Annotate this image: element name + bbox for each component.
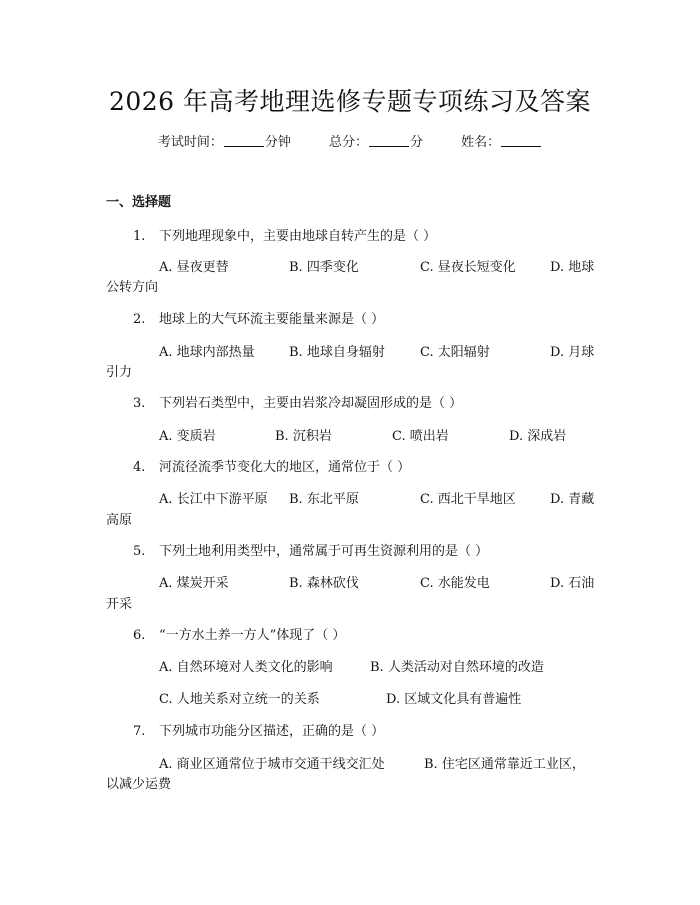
question-4-option-c: C. 西北干旱地区 [420,492,516,507]
exam-time-unit: 分钟 [264,135,291,150]
question-number: 5. [133,544,146,559]
question-number: 6. [133,628,146,643]
exam-time-blank [224,134,264,147]
question-3-option-d: D. 深成岩 [509,429,567,444]
question-3-option-a: A. 变质岩 [159,429,216,444]
question-3-option-c: C. 喷出岩 [392,429,449,444]
question-4-option-d: D. 青藏 [550,492,595,507]
question-number: 4. [133,460,146,475]
question-5-option-b: B. 森林砍伐 [289,576,359,591]
page-title: 2026 年高考地理选修专题专项练习及答案 [108,87,592,116]
question-5 [133,540,488,559]
question-5-option-a: A. 煤炭开采 [159,576,229,591]
question-number: 3. [133,396,146,411]
question-2-option-d: D. 月球 [550,345,595,360]
question-2-option-a: A. 地球内部热量 [159,345,255,360]
student-name-field [461,135,542,150]
question-2-option-c: C. 太阳辐射 [420,345,490,360]
question-6-option-c: C. 人地关系对立统一的关系 [159,692,320,707]
question-7-option-b: B. 住宅区通常靠近工业区， [424,757,585,772]
question-2-option-d-continued: 引力 [106,365,133,380]
exam-time-label: 考试时间： [157,135,223,150]
question-4-option-a: A. 长江中下游平原 [159,492,268,507]
question-text: “一方水土养一方人”体现了（ ） [159,628,346,643]
question-text: 地球上的大气环流主要能量来源是（ ） [159,312,385,327]
student-name-blank [501,134,541,147]
total-score-label: 总分： [328,135,368,150]
question-text: 下列岩石类型中，主要由岩浆冷却凝固形成的是（ ） [159,396,463,411]
question-number: 7. [133,724,146,739]
question-5-option-d-continued: 开采 [106,597,133,612]
question-3-option-b: B. 沉积岩 [275,429,332,444]
question-7-option-b-continued: 以减少运费 [106,777,172,792]
question-5-option-c: C. 水能发电 [420,576,490,591]
question-text: 下列城市功能分区描述，正确的是（ ） [159,724,385,739]
question-4 [133,456,410,475]
total-score-unit: 分 [410,135,424,150]
question-4-option-b: B. 东北平原 [289,492,359,507]
question-6 [133,624,345,643]
total-score-blank [369,134,409,147]
question-1-option-d: D. 地球 [550,260,595,275]
question-2 [133,308,384,327]
question-5-option-d: D. 石油 [550,576,595,591]
question-1-option-a: A. 昼夜更替 [159,260,229,275]
question-1-option-c: C. 昼夜长短变化 [420,260,516,275]
question-2-option-b: B. 地球自身辐射 [289,345,385,360]
exam-info-row [0,131,700,150]
question-7-option-a: A. 商业区通常位于城市交通干线交汇处 [159,757,385,772]
question-text: 下列地理现象中，主要由地球自转产生的是（ ） [159,229,437,244]
question-6-option-d: D. 区域文化具有普遍性 [386,692,522,707]
question-number: 2. [133,312,146,327]
question-6-option-b: B. 人类活动对自然环境的改造 [370,660,544,675]
question-text: 下列土地利用类型中，通常属于可再生资源利用的是（ ） [159,544,489,559]
question-1-option-b: B. 四季变化 [289,260,359,275]
question-3 [133,392,462,411]
question-text: 河流径流季节变化大的地区，通常位于（ ） [159,460,411,475]
question-1 [133,225,436,244]
question-number: 1. [133,229,146,244]
question-6-option-a: A. 自然环境对人类文化的影响 [159,660,333,675]
question-7 [133,720,384,739]
section-heading: 一、选择题 [106,195,172,210]
student-name-label: 姓名： [461,135,501,150]
total-score-field [329,135,423,150]
question-1-option-d-continued: 公转方向 [106,280,159,295]
question-4-option-d-continued: 高原 [106,513,133,528]
exam-time-field [158,135,291,150]
